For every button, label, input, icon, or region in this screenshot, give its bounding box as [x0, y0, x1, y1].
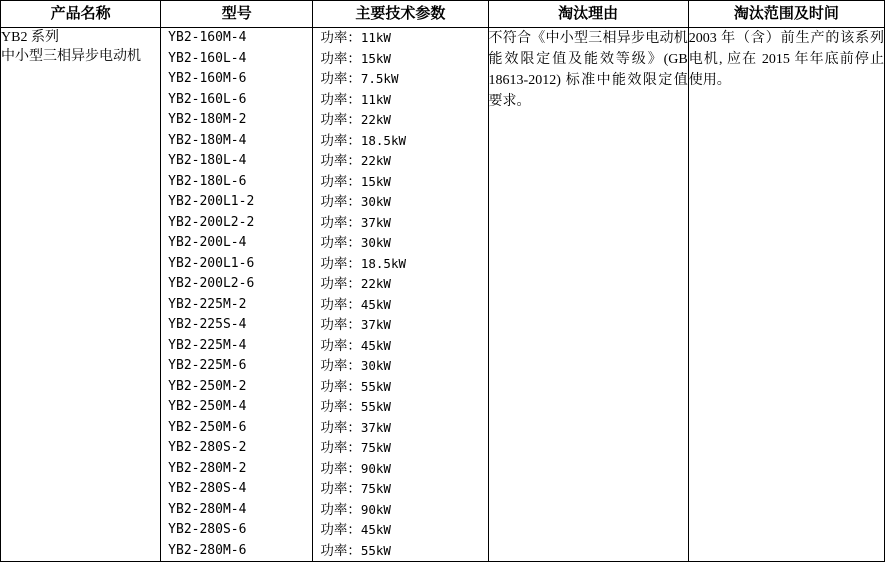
- parameter-item: [313, 356, 487, 377]
- parameter-value: 11kW: [360, 91, 391, 107]
- model-item: YB2-180M-4: [168, 132, 247, 148]
- parameter-item: [313, 233, 487, 254]
- parameter-value: 15kW: [360, 173, 391, 189]
- elimination-reason-text: 不符合《中小型三相异步电动机能效限定值及能效等级》(GB 18613-2012) 标准中能效限定值要求。: [488, 31, 688, 109]
- cell-elimination-reason: [488, 28, 688, 562]
- parameter-value: 7.5kW: [360, 71, 399, 86]
- parameter-label: 功率：: [320, 276, 361, 291]
- cell-models: [161, 28, 313, 562]
- parameter-label: 功率：: [320, 71, 361, 86]
- parameter-value: 15kW: [360, 50, 391, 66]
- model-item: YB2-225M-6: [168, 358, 247, 373]
- parameter-label: 功率：: [320, 317, 361, 332]
- parameter-item: [313, 520, 487, 541]
- parameter-item: [313, 90, 487, 111]
- parameter-label: 功率：: [320, 296, 361, 312]
- parameter-label: 功率：: [320, 214, 361, 230]
- cell-elimination-scope-time: [688, 28, 884, 562]
- parameter-item: [313, 500, 487, 521]
- parameter-value: 18.5kW: [360, 132, 406, 148]
- parameter-label: 功率：: [320, 460, 361, 476]
- parameter-value: 11kW: [360, 30, 391, 45]
- model-item: YB2-180L-6: [168, 173, 247, 189]
- model-item: YB2-225M-4: [168, 337, 247, 353]
- parameter-value: 22kW: [360, 153, 391, 168]
- parameter-label: 功率：: [320, 337, 361, 353]
- table-header: [1, 1, 885, 28]
- model-item: YB2-250M-6: [168, 419, 247, 435]
- model-item: YB2-160L-6: [168, 91, 247, 107]
- column-header-product-name: 产品名称: [1, 1, 161, 28]
- model-item: YB2-160L-4: [168, 50, 247, 66]
- parameter-item: [313, 254, 487, 275]
- parameter-value: 90kW: [360, 501, 391, 517]
- table-row: [1, 28, 885, 562]
- cell-product-name: [1, 28, 161, 562]
- parameter-item: [313, 69, 487, 90]
- parameter-label: 功率：: [320, 481, 361, 496]
- parameter-value: 45kW: [360, 337, 391, 353]
- parameter-item: [313, 315, 487, 336]
- parameter-value: 30kW: [360, 194, 391, 209]
- model-item: YB2-180M-2: [168, 112, 247, 127]
- table-body: [1, 28, 885, 562]
- parameter-label: 功率：: [320, 501, 361, 517]
- parameter-value: 37kW: [360, 317, 391, 332]
- product-name-line-1: YB2 系列: [1, 30, 59, 45]
- model-item: YB2-225M-2: [168, 296, 247, 312]
- parameter-list: [313, 28, 487, 561]
- parameter-item: [313, 192, 487, 213]
- parameter-value: 45kW: [360, 522, 391, 537]
- model-item: YB2-200L-4: [168, 235, 247, 250]
- parameter-label: 功率：: [320, 542, 361, 558]
- parameter-label: 功率：: [320, 91, 361, 107]
- parameter-label: 功率：: [320, 153, 361, 168]
- parameter-value: 30kW: [360, 358, 391, 373]
- model-item: YB2-160M-6: [168, 71, 247, 86]
- parameter-value: 22kW: [360, 276, 391, 291]
- parameter-label: 功率：: [320, 358, 361, 373]
- model-item: YB2-200L2-6: [168, 276, 255, 291]
- parameter-value: 18.5kW: [360, 255, 406, 271]
- parameter-item: [313, 274, 487, 295]
- table-header-row: [1, 1, 885, 28]
- parameter-value: 75kW: [360, 440, 391, 455]
- model-item: YB2-280M-6: [168, 542, 247, 558]
- parameter-item: [313, 459, 487, 480]
- parameter-label: 功率：: [320, 399, 361, 414]
- parameter-value: 75kW: [360, 481, 391, 496]
- parameter-label: 功率：: [320, 522, 361, 537]
- model-item: YB2-280S-4: [168, 481, 247, 496]
- product-name-line-2: 中小型三相异步电动机: [1, 49, 141, 64]
- model-item: YB2-250M-2: [168, 378, 247, 394]
- model-item: YB2-180L-4: [168, 153, 247, 168]
- parameter-item: [313, 377, 487, 398]
- parameter-label: 功率：: [320, 419, 361, 435]
- parameter-value: 30kW: [360, 235, 391, 250]
- parameter-label: 功率：: [320, 235, 361, 250]
- column-header-main-parameters: 主要技术参数: [313, 1, 488, 28]
- elimination-scope-text: 2003 年（含）前生产的该系列电机, 应在 2015 年年底前停止使用。: [688, 31, 884, 88]
- parameter-value: 37kW: [360, 419, 391, 435]
- parameter-item: [313, 438, 487, 459]
- parameter-label: 功率：: [320, 112, 361, 127]
- parameter-label: 功率：: [320, 30, 361, 45]
- column-header-elimination-reason: 淘汰理由: [488, 1, 688, 28]
- parameter-label: 功率：: [320, 255, 361, 271]
- parameter-label: 功率：: [320, 440, 361, 455]
- parameter-value: 55kW: [360, 542, 391, 558]
- parameter-value: 90kW: [360, 460, 391, 476]
- model-item: YB2-160M-4: [168, 30, 247, 45]
- model-item: YB2-280S-2: [168, 440, 247, 455]
- parameter-item: [313, 172, 487, 193]
- parameter-item: [313, 131, 487, 152]
- parameter-item: [313, 418, 487, 439]
- parameter-label: 功率：: [320, 132, 361, 148]
- parameter-value: 22kW: [360, 112, 391, 127]
- parameter-value: 45kW: [360, 296, 391, 312]
- parameter-label: 功率：: [320, 194, 361, 209]
- parameter-label: 功率：: [320, 173, 361, 189]
- parameter-item: [313, 541, 487, 562]
- column-header-model: 型号: [161, 1, 313, 28]
- parameter-item: [313, 336, 487, 357]
- parameter-label: 功率：: [320, 378, 361, 394]
- model-item: YB2-200L1-6: [168, 255, 255, 271]
- parameter-item: [313, 213, 487, 234]
- model-item: YB2-250M-4: [168, 399, 247, 414]
- model-item: YB2-200L1-2: [168, 194, 255, 209]
- parameter-item: [313, 295, 487, 316]
- model-item: YB2-280S-6: [168, 522, 247, 537]
- parameter-item: [313, 397, 487, 418]
- parameter-value: 55kW: [360, 399, 391, 414]
- model-item: YB2-280M-4: [168, 501, 247, 517]
- parameter-item: [313, 28, 487, 49]
- model-list: [161, 28, 312, 561]
- parameter-item: [313, 479, 487, 500]
- cell-parameters: [313, 28, 488, 562]
- parameter-item: [313, 110, 487, 131]
- parameter-value: 55kW: [360, 378, 391, 394]
- parameter-value: 37kW: [360, 214, 391, 230]
- model-item: YB2-200L2-2: [168, 214, 255, 230]
- model-item: YB2-225S-4: [168, 317, 247, 332]
- parameter-item: [313, 49, 487, 70]
- model-item: YB2-280M-2: [168, 460, 247, 476]
- parameter-item: [313, 151, 487, 172]
- column-header-elimination-scope-time: 淘汰范围及时间: [688, 1, 884, 28]
- parameter-label: 功率：: [320, 50, 361, 66]
